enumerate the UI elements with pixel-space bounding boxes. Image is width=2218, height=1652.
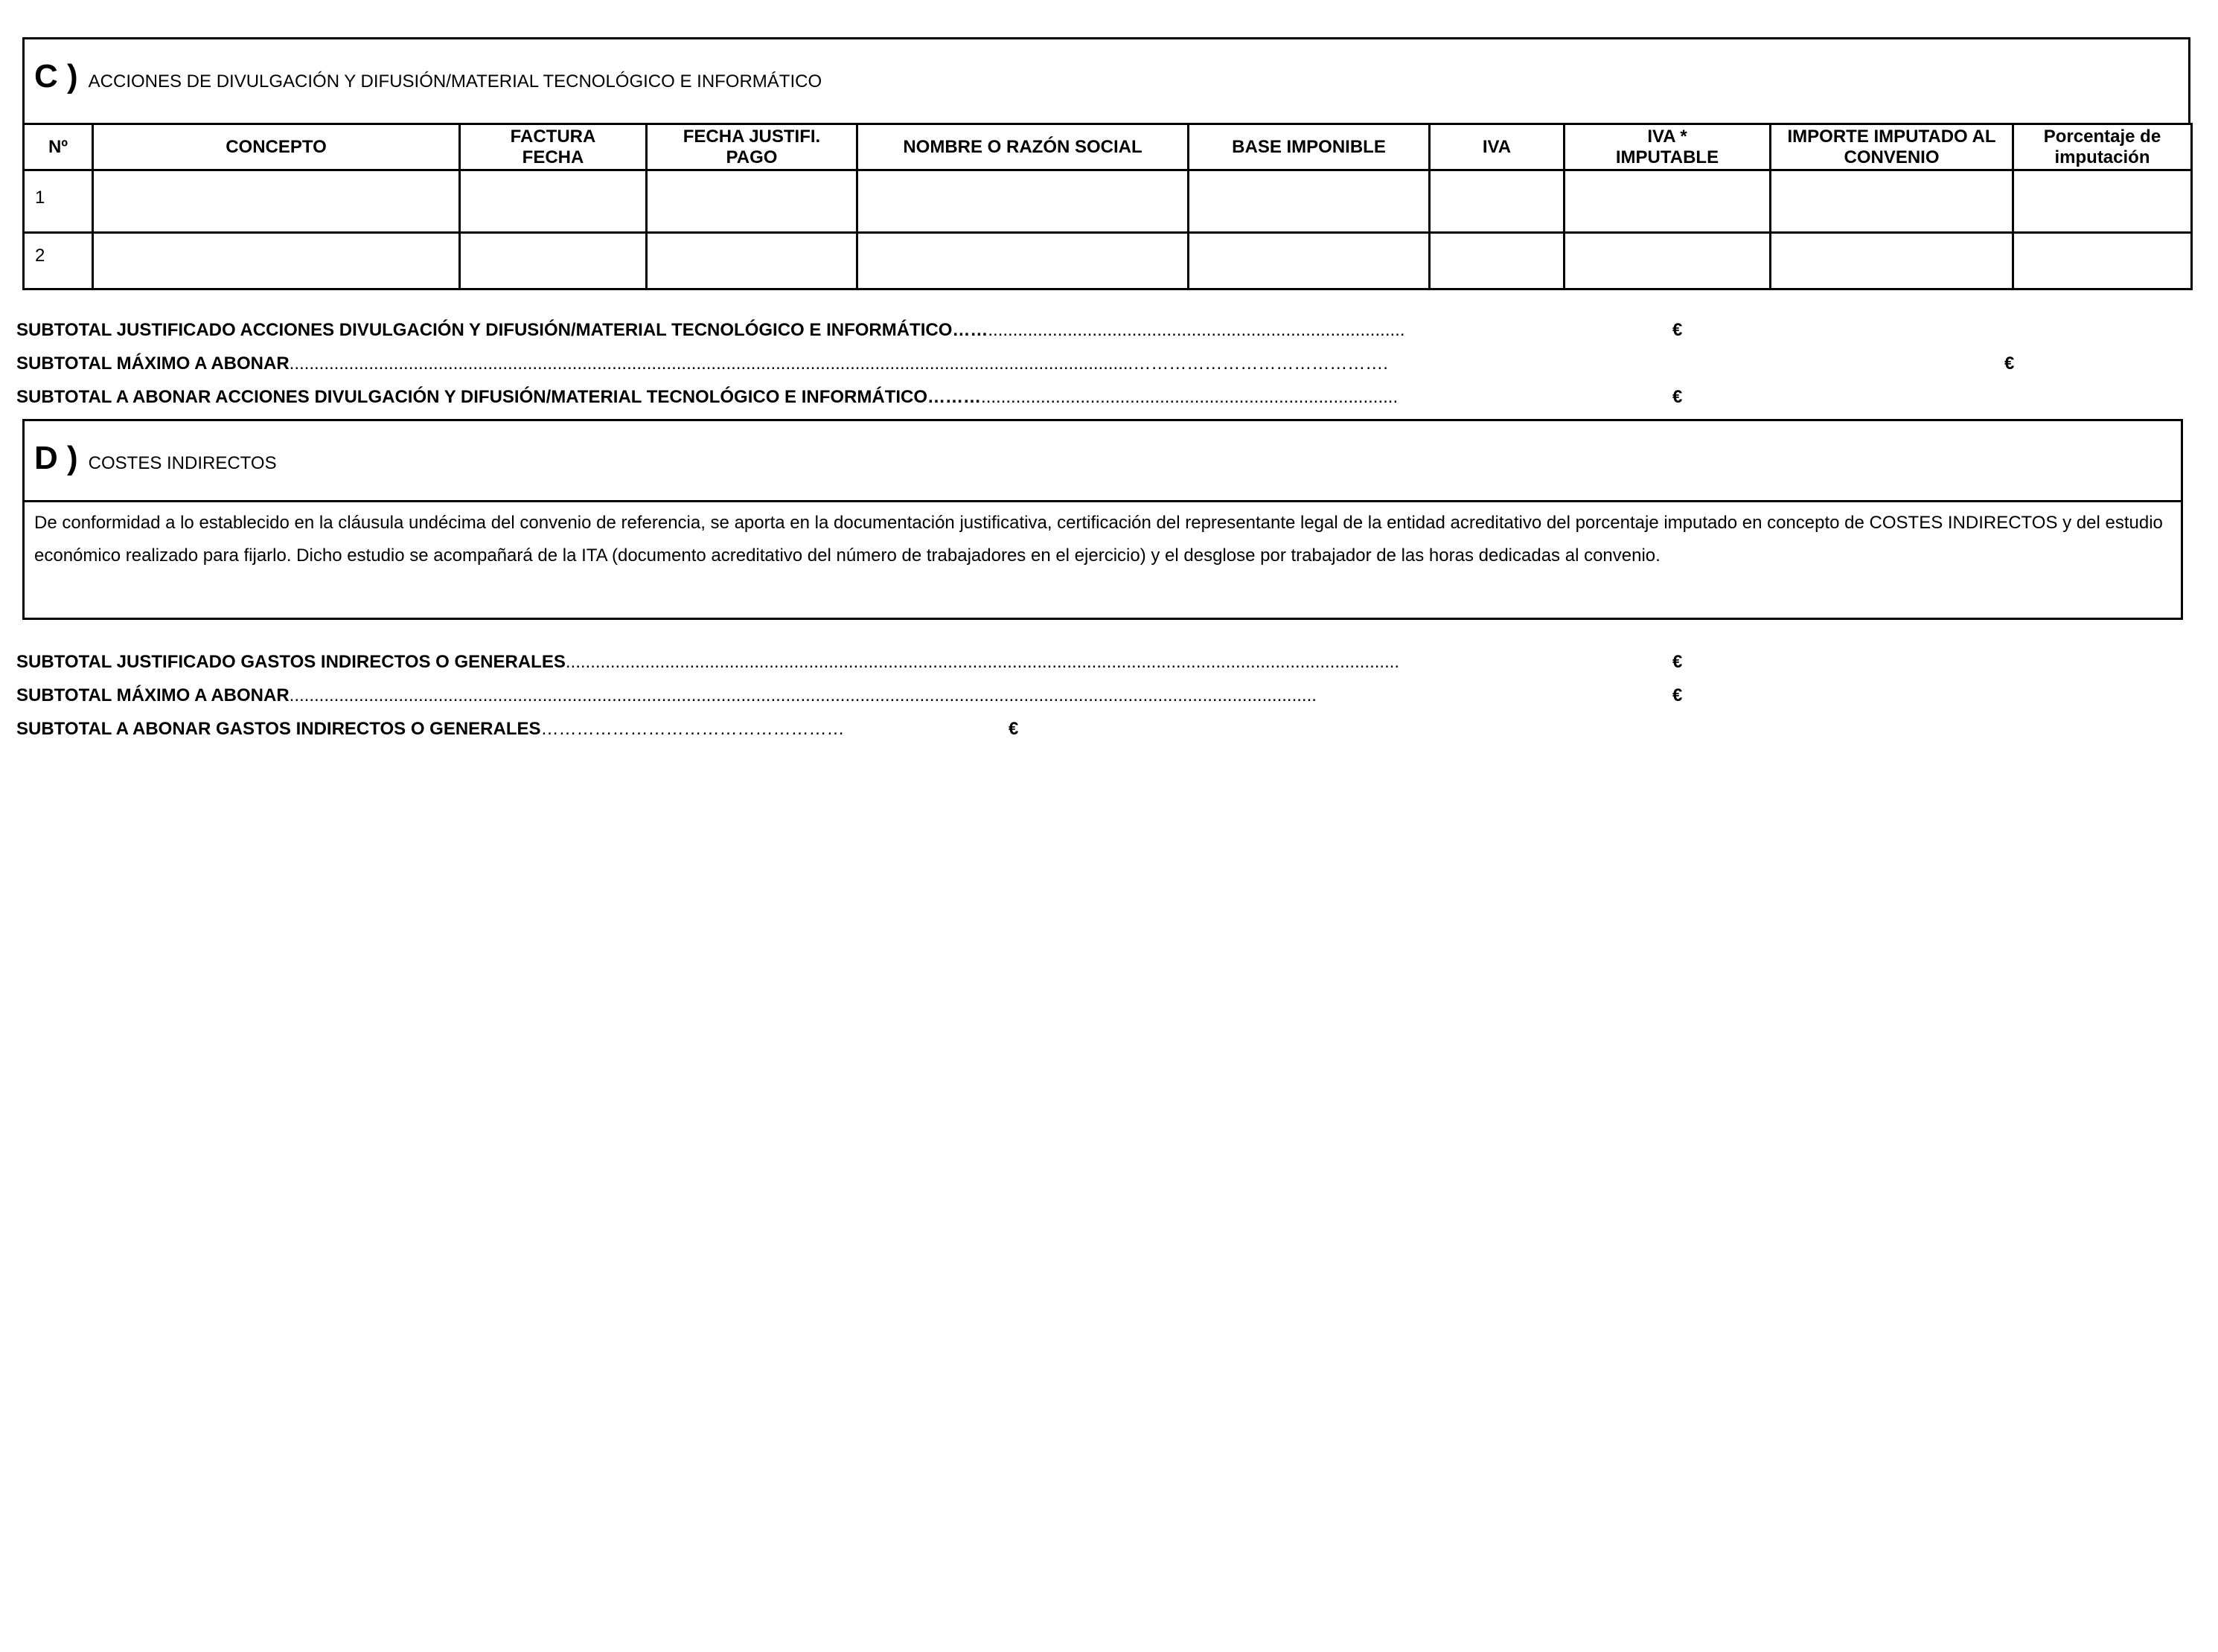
section-d-letter: D ) <box>34 440 78 476</box>
cell-importe[interactable] <box>1771 170 2013 233</box>
subtotal-dots: .................................................................................... <box>988 320 1405 340</box>
cell-factura-fecha[interactable] <box>460 170 647 233</box>
subtotal-label: SUBTOTAL JUSTIFICADO GASTOS INDIRECTOS O GENERALES <box>16 652 566 672</box>
row-number: 1 <box>24 170 93 233</box>
col-porcentaje-line1: Porcentaje de <box>2043 126 2161 147</box>
section-c-heading <box>34 58 822 95</box>
col-porcentaje-line2: imputación <box>2054 147 2150 167</box>
cell-fecha-justifi-pago[interactable] <box>647 233 857 289</box>
currency-symbol: € <box>1672 652 1683 672</box>
col-porcentaje-header <box>2013 124 2192 170</box>
subtotal-justificado-d <box>16 652 1399 673</box>
subtotal-dots: ..........................................................................................................................................................................……………………………………. <box>289 353 1388 374</box>
section-c-table <box>22 123 2193 290</box>
cell-importe[interactable] <box>1771 233 2013 289</box>
col-importe-line2: CONVENIO <box>1844 147 1940 167</box>
col-fecha-justifi-line2: PAGO <box>726 147 778 167</box>
subtotal-abonar-d <box>16 719 845 740</box>
cell-concepto[interactable] <box>93 233 460 289</box>
subtotal-maximo-c <box>16 353 1388 374</box>
section-d-paragraph: De conformidad a lo establecido en la cláusula undécima del convenio de referencia, se aporta en la documentación justificativa, certificación del representante legal de la entidad acreditativo del porcentaje imputado en concepto de COSTES INDIRECTOS y del estudio económico realizado para fijarlo. Dicho estudio se acompañará de la ITA (documento acreditativo del número de trabajadores en el ejercicio) y el desglose por trabajador de las horas dedicadas al convenio. <box>34 513 2163 566</box>
col-importe-line1: IMPORTE IMPUTADO AL <box>1787 126 1996 147</box>
col-nombre-header: NOMBRE O RAZÓN SOCIAL <box>857 124 1189 170</box>
section-c-letter: C ) <box>34 58 78 95</box>
subtotal-dots: ............................................................................................................................................................................................................... <box>289 685 1317 705</box>
cell-iva-imputable[interactable] <box>1565 233 1771 289</box>
section-c-title: ACCIONES DE DIVULGACIÓN Y DIFUSIÓN/MATERIAL TECNOLÓGICO E INFORMÁTICO <box>88 71 822 92</box>
cell-porcentaje[interactable] <box>2013 233 2192 289</box>
subtotal-dots: ........................................................................................................................................................................ <box>565 652 1400 672</box>
subtotal-label: SUBTOTAL A ABONAR GASTOS INDIRECTOS O GENERALES <box>16 719 541 739</box>
table-row <box>24 233 2192 289</box>
subtotal-justificado-c <box>16 320 1404 341</box>
col-factura-fecha-header <box>460 124 647 170</box>
cell-base[interactable] <box>1189 170 1430 233</box>
table-header-row <box>24 124 2192 170</box>
subtotal-dots: .................................................................................... <box>981 387 1399 407</box>
section-d-heading <box>34 440 277 477</box>
col-factura-fecha-line2: FECHA <box>522 147 584 167</box>
cell-porcentaje[interactable] <box>2013 170 2192 233</box>
row-number: 2 <box>24 233 93 289</box>
currency-symbol: € <box>1672 320 1683 340</box>
cell-iva-imputable[interactable] <box>1565 170 1771 233</box>
currency-symbol: € <box>1009 719 1019 739</box>
subtotal-label: SUBTOTAL JUSTIFICADO ACCIONES DIVULGACIÓN Y DIFUSIÓN/MATERIAL TECNOLÓGICO E INFORMÁTICO…… <box>16 320 988 340</box>
cell-nombre[interactable] <box>857 170 1189 233</box>
col-iva-imputable-line1: IVA * <box>1647 126 1687 147</box>
col-iva-imputable-header <box>1565 124 1771 170</box>
col-iva-header: IVA <box>1430 124 1565 170</box>
subtotal-dots: …………………………………………… <box>540 719 845 739</box>
section-d-title: COSTES INDIRECTOS <box>88 453 277 473</box>
subtotal-label: SUBTOTAL MÁXIMO A ABONAR <box>16 353 290 374</box>
cell-base[interactable] <box>1189 233 1430 289</box>
section-d-divider <box>22 500 2183 502</box>
currency-symbol: € <box>1672 387 1683 407</box>
col-factura-fecha-line1: FACTURA <box>510 126 596 147</box>
subtotal-label: SUBTOTAL A ABONAR ACCIONES DIVULGACIÓN Y DIFUSIÓN/MATERIAL TECNOLÓGICO E INFORMÁTICO……… <box>16 387 982 407</box>
cell-iva[interactable] <box>1430 233 1565 289</box>
cell-nombre[interactable] <box>857 233 1189 289</box>
subtotal-abonar-c <box>16 387 1398 408</box>
subtotal-label: SUBTOTAL MÁXIMO A ABONAR <box>16 685 290 705</box>
col-fecha-justifi-pago-header <box>647 124 857 170</box>
cell-fecha-justifi-pago[interactable] <box>647 170 857 233</box>
cell-iva[interactable] <box>1430 170 1565 233</box>
col-base-header: BASE IMPONIBLE <box>1189 124 1430 170</box>
table-row <box>24 170 2192 233</box>
cell-concepto[interactable] <box>93 170 460 233</box>
col-num-header: Nº <box>24 124 93 170</box>
col-iva-imputable-line2: IMPUTABLE <box>1615 147 1719 167</box>
col-concepto-header: CONCEPTO <box>93 124 460 170</box>
currency-symbol: € <box>2004 353 2015 374</box>
subtotal-maximo-d <box>16 685 1317 706</box>
col-fecha-justifi-line1: FECHA JUSTIFI. <box>683 126 821 147</box>
cell-factura-fecha[interactable] <box>460 233 647 289</box>
col-importe-header <box>1771 124 2013 170</box>
currency-symbol: € <box>1672 685 1683 705</box>
